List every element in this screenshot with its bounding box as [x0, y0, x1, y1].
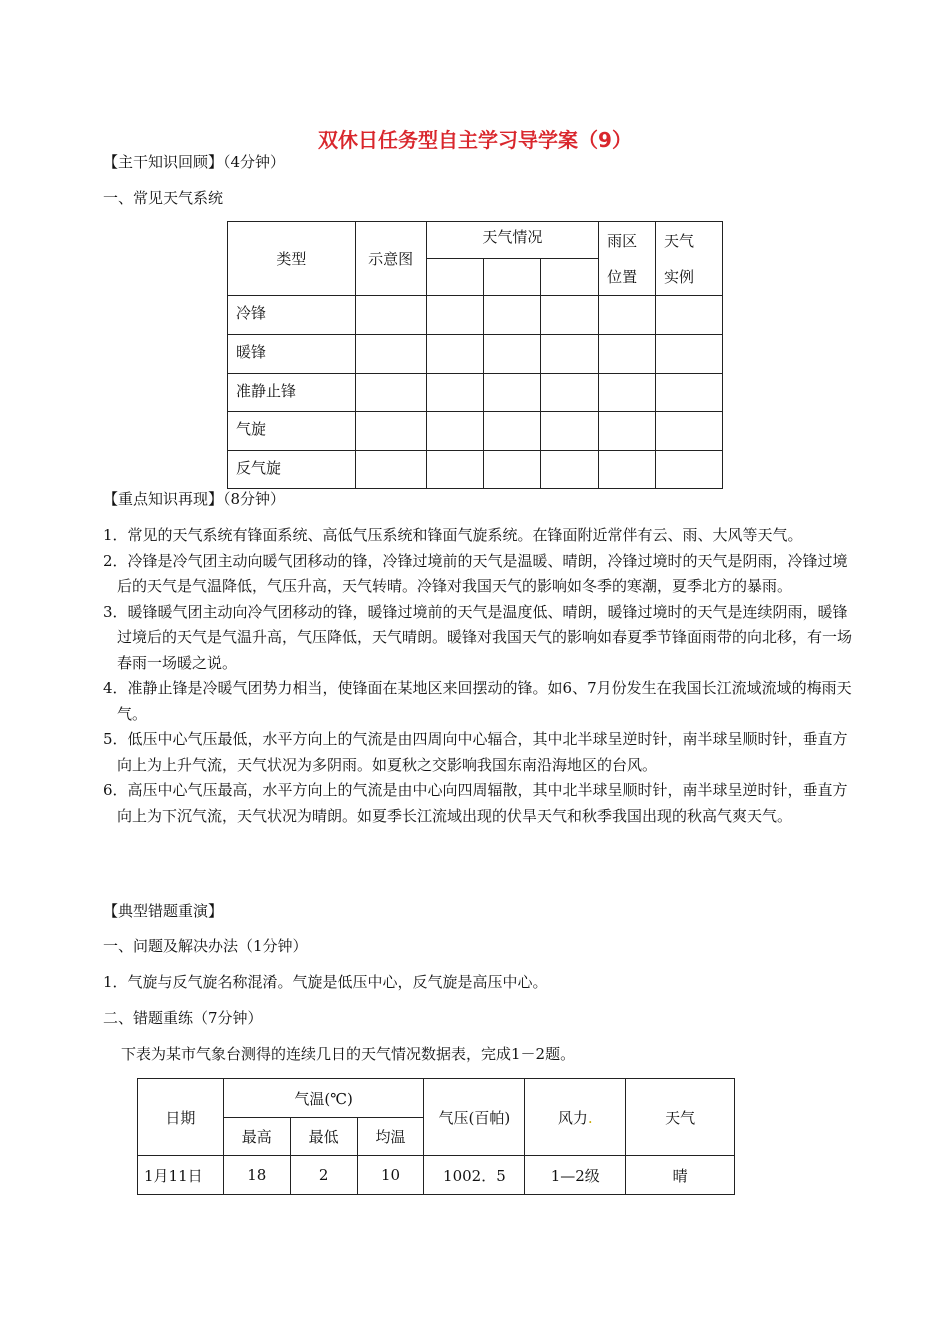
header-weather-after	[541, 259, 599, 296]
key-point: 6．高压中心气压最高，水平方向上的气流是由中心向四周辐散，其中北半球呈顺时针，南半球呈逆时针，垂直方向上为下沉气流，天气状况为晴朗。如夏季长江流域出现的伏旱天气和秋季我国出现的秋高气爽天气。	[103, 781, 848, 825]
header-pressure: 气压(百帕)	[424, 1079, 525, 1156]
table-cell	[355, 335, 426, 374]
table-cell	[599, 451, 656, 489]
header-temp-min: 最低	[290, 1118, 357, 1156]
weather-data-table	[137, 1078, 735, 1195]
table-cell	[484, 296, 541, 335]
table-cell	[599, 335, 656, 374]
problem-item: 1．气旋与反气旋名称混淆。气旋是低压中心，反气旋是高压中心。	[103, 973, 548, 991]
table-cell	[656, 451, 723, 489]
table-cell	[541, 412, 599, 451]
header-example: 天气 实例	[656, 222, 723, 296]
key-points-list	[103, 523, 855, 829]
header-weather-during	[484, 259, 541, 296]
table-cell	[355, 412, 426, 451]
table-cell	[656, 296, 723, 335]
cell-pressure: 1002．5	[424, 1156, 525, 1195]
table-cell	[355, 451, 426, 489]
table-cell	[484, 451, 541, 489]
key-point: 5．低压中心气压最低，水平方向上的气流是由四周向中心辐合，其中北半球呈逆时针，南半球呈顺时针，垂直方向上为上升气流，天气状况为多阴雨。如夏秋之交影响我国东南沿海地区的台风。	[103, 730, 848, 774]
table-cell	[599, 374, 656, 412]
table-cell	[599, 296, 656, 335]
table-cell	[541, 335, 599, 374]
key-point: 1．常见的天气系统有锋面系统、高低气压系统和锋面气旋系统。在锋面附近常伴有云、雨、大风等天气。	[103, 526, 803, 544]
table-cell	[426, 412, 484, 451]
table-cell	[484, 335, 541, 374]
table-cell	[541, 296, 599, 335]
section-review-heading: 【主干知识回顾】（4分钟）	[103, 153, 286, 171]
header-weather-before	[426, 259, 484, 296]
row-label: 冷锋	[228, 296, 356, 335]
table-cell	[426, 296, 484, 335]
row-label: 气旋	[228, 412, 356, 451]
table-cell	[484, 412, 541, 451]
key-point: 3．暖锋暖气团主动向冷气团移动的锋，暖锋过境前的天气是温度低、晴朗，暖锋过境时的天气是连续阴雨，暖锋过境后的天气是气温升高，气压降低，天气晴朗。暖锋对我国天气的影响如春夏季节锋面雨带的向北移，有一场春雨一场暖之说。	[103, 602, 853, 672]
cell-date: 1月11日	[138, 1156, 224, 1195]
header-weather: 天气	[626, 1079, 735, 1156]
cell-max: 18	[223, 1156, 290, 1195]
key-point: 2．冷锋是冷气团主动向暖气团移动的锋，冷锋过境前的天气是温暖、晴朗，冷锋过境时的天气是阴雨，冷锋过境后的天气是气温降低，气压升高，天气转晴。冷锋对我国天气的影响如冬季的寒潮，夏季北方的暴雨。	[103, 551, 848, 595]
section-key-heading: 【重点知识再现】（8分钟）	[103, 490, 286, 508]
header-date: 日期	[138, 1079, 224, 1156]
row-label: 反气旋	[228, 451, 356, 489]
table-cell	[656, 374, 723, 412]
header-wind: 风力.	[525, 1079, 626, 1156]
subsection-practice: 二、错题重练（7分钟）	[103, 1009, 263, 1027]
subsection-weather-systems: 一、常见天气系统	[103, 189, 224, 207]
table-cell	[541, 374, 599, 412]
table-cell	[599, 412, 656, 451]
table-cell	[426, 374, 484, 412]
section-errors-heading: 【典型错题重演】	[103, 902, 224, 920]
table-cell	[426, 451, 484, 489]
header-weather: 天气情况	[426, 222, 599, 259]
subsection-problems: 一、问题及解决办法（1分钟）	[103, 937, 308, 955]
row-label: 暖锋	[228, 335, 356, 374]
table-cell	[484, 374, 541, 412]
key-point: 4．准静止锋是冷暖气团势力相当，使锋面在某地区来回摆动的锋。如6、7月份发生在我国长江流域流域的梅雨天气。	[103, 679, 852, 723]
cell-min: 2	[290, 1156, 357, 1195]
weather-systems-table	[227, 221, 723, 489]
table-cell	[656, 412, 723, 451]
table-cell	[355, 374, 426, 412]
table-row	[138, 1156, 735, 1195]
header-temperature: 气温(℃)	[223, 1079, 424, 1118]
header-diagram: 示意图	[355, 222, 426, 296]
table-cell	[355, 296, 426, 335]
table-cell	[541, 451, 599, 489]
header-temp-max: 最高	[223, 1118, 290, 1156]
table-cell	[426, 335, 484, 374]
cell-wind: 1—2级	[525, 1156, 626, 1195]
header-rain-area: 雨区 位置	[599, 222, 656, 296]
page-title: 双休日任务型自主学习导学案（9）	[318, 128, 632, 152]
cell-avg: 10	[357, 1156, 424, 1195]
header-type: 类型	[228, 222, 356, 296]
cell-weather: 晴	[626, 1156, 735, 1195]
row-label: 准静止锋	[228, 374, 356, 412]
header-temp-avg: 均温	[357, 1118, 424, 1156]
table-cell	[656, 335, 723, 374]
practice-intro: 下表为某市气象台测得的连续几日的天气情况数据表，完成1－2题。	[121, 1045, 576, 1063]
